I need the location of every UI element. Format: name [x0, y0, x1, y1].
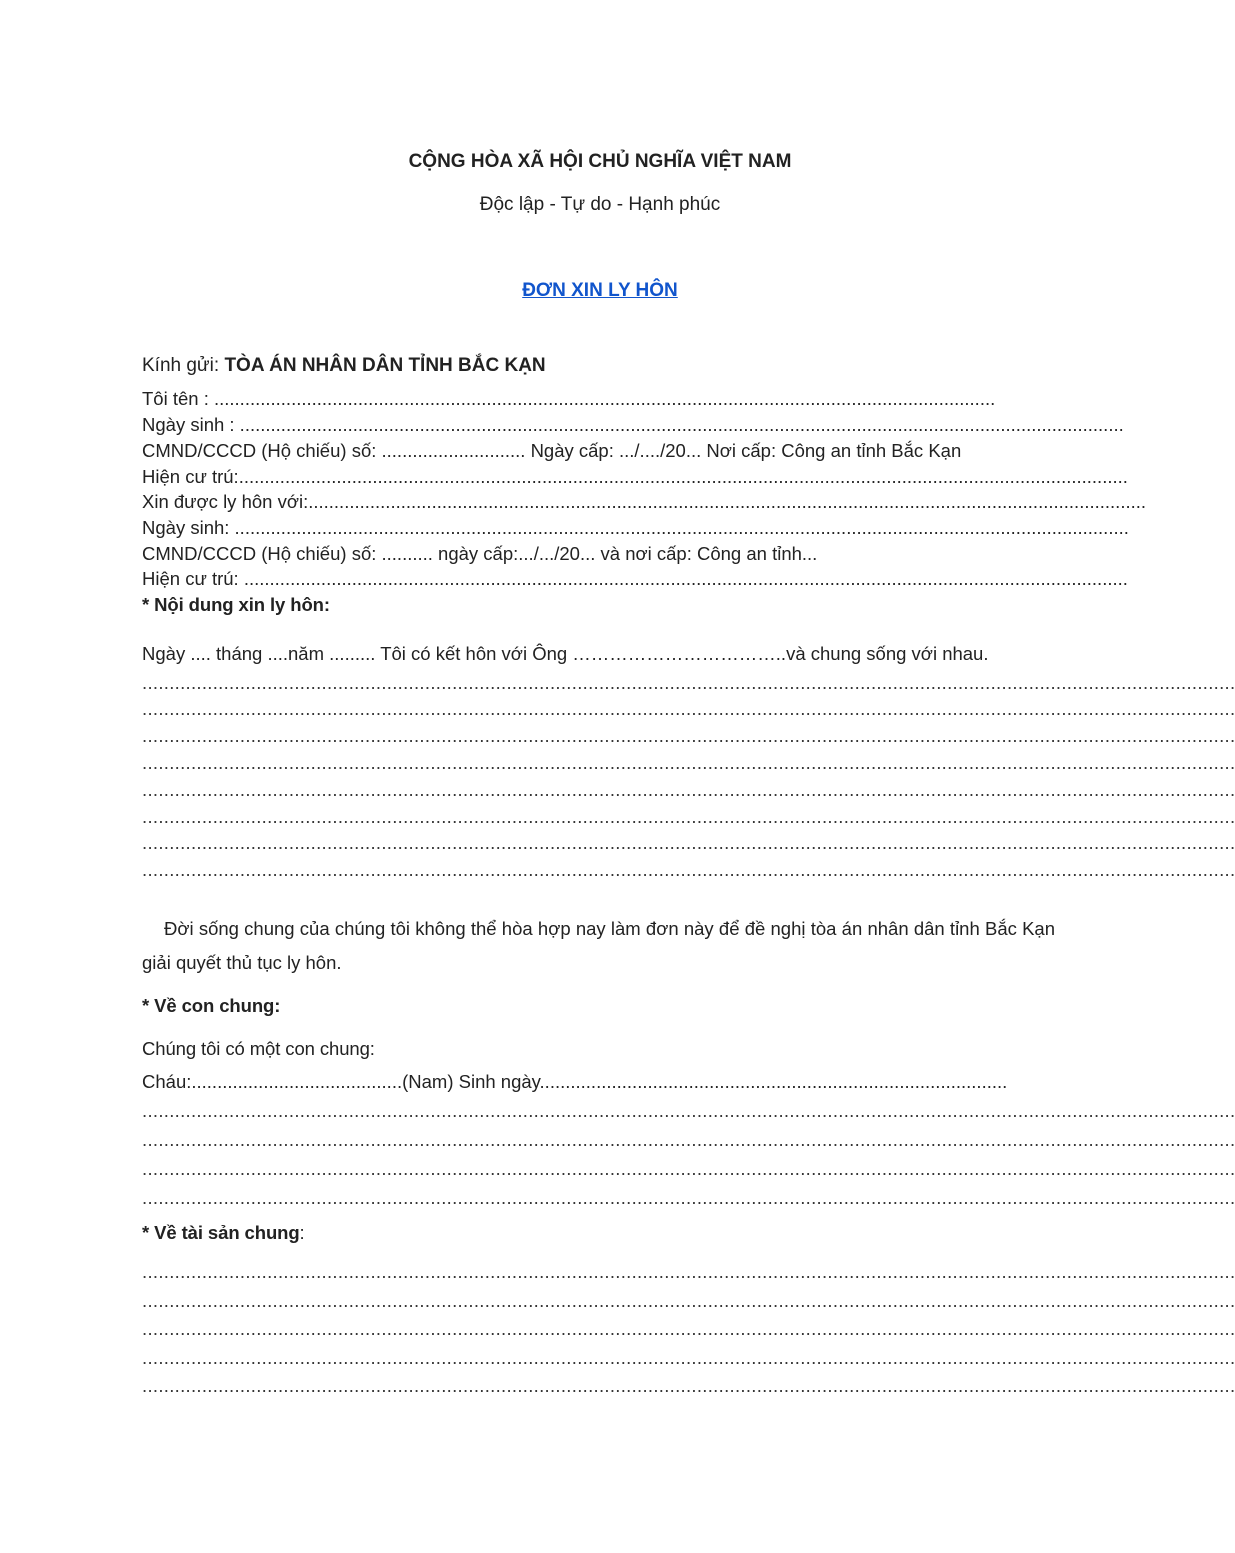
- section-heading-content: * Nội dung xin ly hôn:: [142, 594, 330, 615]
- dotted-line: .........................................................................................................................................................................................................: [142, 752, 1235, 773]
- dotted-line: .........................................................................................................................................................................................................: [142, 859, 1235, 880]
- dotted-line: .........................................................................................................................................................................................................: [142, 832, 1235, 853]
- dotted-line: .........................................................................................................................................................................................................: [142, 1318, 1235, 1339]
- section-heading-assets-text: * Về tài sản chung: [142, 1222, 300, 1243]
- dotted-line: .........................................................................................................................................................................................................: [142, 1158, 1235, 1179]
- field-residence-2: Hiện cư trú: ............................................................................................................................................................................: [142, 568, 1128, 589]
- dotted-line: .........................................................................................................................................................................................................: [142, 672, 1235, 693]
- dotted-line: .........................................................................................................................................................................................................: [142, 725, 1235, 746]
- field-birth-date-1: Ngày sinh : ............................................................................................................................................................................: [142, 414, 1124, 435]
- section-heading-children: * Về con chung:: [142, 995, 281, 1016]
- section-heading-assets-colon: :: [299, 1222, 305, 1243]
- dotted-line: .........................................................................................................................................................................................................: [142, 1129, 1235, 1150]
- dotted-line: .........................................................................................................................................................................................................: [142, 1347, 1235, 1368]
- children-intro: Chúng tôi có một con chung:: [142, 1038, 375, 1059]
- dotted-line: .........................................................................................................................................................................................................: [142, 806, 1235, 827]
- dotted-line: .........................................................................................................................................................................................................: [142, 1290, 1235, 1311]
- dotted-line: .........................................................................................................................................................................................................: [142, 698, 1235, 719]
- child-line: Cháu:.........................................(Nam) Sinh ngày...........................................................................................: [142, 1071, 1008, 1092]
- section-heading-assets: [142, 1222, 305, 1244]
- dotted-line: .........................................................................................................................................................................................................: [142, 779, 1235, 800]
- dotted-line: .........................................................................................................................................................................................................: [142, 1100, 1235, 1121]
- closing-paragraph: Đời sống chung của chúng tôi không thể hòa hợp nay làm đơn này để đề nghị tòa án nhân dân tỉnh Bắc Kạn giải quyết thủ tục ly hôn.: [142, 918, 1055, 973]
- document-title-text: ĐƠN XIN LY HÔN: [522, 280, 678, 301]
- dotted-line: .........................................................................................................................................................................................................: [142, 1375, 1235, 1396]
- field-full-name: Tôi tên : ........................................................................................................................................................: [142, 388, 996, 409]
- dotted-line: .........................................................................................................................................................................................................: [142, 1261, 1235, 1282]
- field-id-number-2: CMND/CCCD (Hộ chiếu) số: .......... ngày cấp:.../.../20... và nơi cấp: Công an tỉnh...: [142, 543, 818, 564]
- document-title: [0, 280, 1200, 302]
- field-id-number-1: CMND/CCCD (Hộ chiếu) số: ............................ Ngày cấp: .../..../20... Nơi cấp: Công an tỉnh Bắc Kạn: [142, 440, 962, 461]
- recipient-line: [142, 355, 546, 377]
- field-divorce-with: Xin được ly hôn với:...................................................................................................................................................................: [142, 491, 1147, 512]
- dotted-line: .........................................................................................................................................................................................................: [142, 1187, 1235, 1208]
- marriage-line: Ngày .... tháng ....năm ......... Tôi có kết hôn với Ông ……………………………..và chung sống với nhau.: [142, 643, 989, 664]
- recipient-name: TÒA ÁN NHÂN DÂN TỈNH BẮC KẠN: [224, 355, 546, 376]
- field-birth-date-2: Ngày sinh: ..............................................................................................................................................................................: [142, 517, 1129, 538]
- recipient-prefix: Kính gửi:: [142, 355, 220, 376]
- field-residence-1: Hiện cư trú:.............................................................................................................................................................................: [142, 466, 1128, 487]
- national-header: CỘNG HÒA XÃ HỘI CHỦ NGHĨA VIỆT NAM: [408, 151, 792, 172]
- national-motto: Độc lập - Tự do - Hạnh phúc: [479, 194, 721, 215]
